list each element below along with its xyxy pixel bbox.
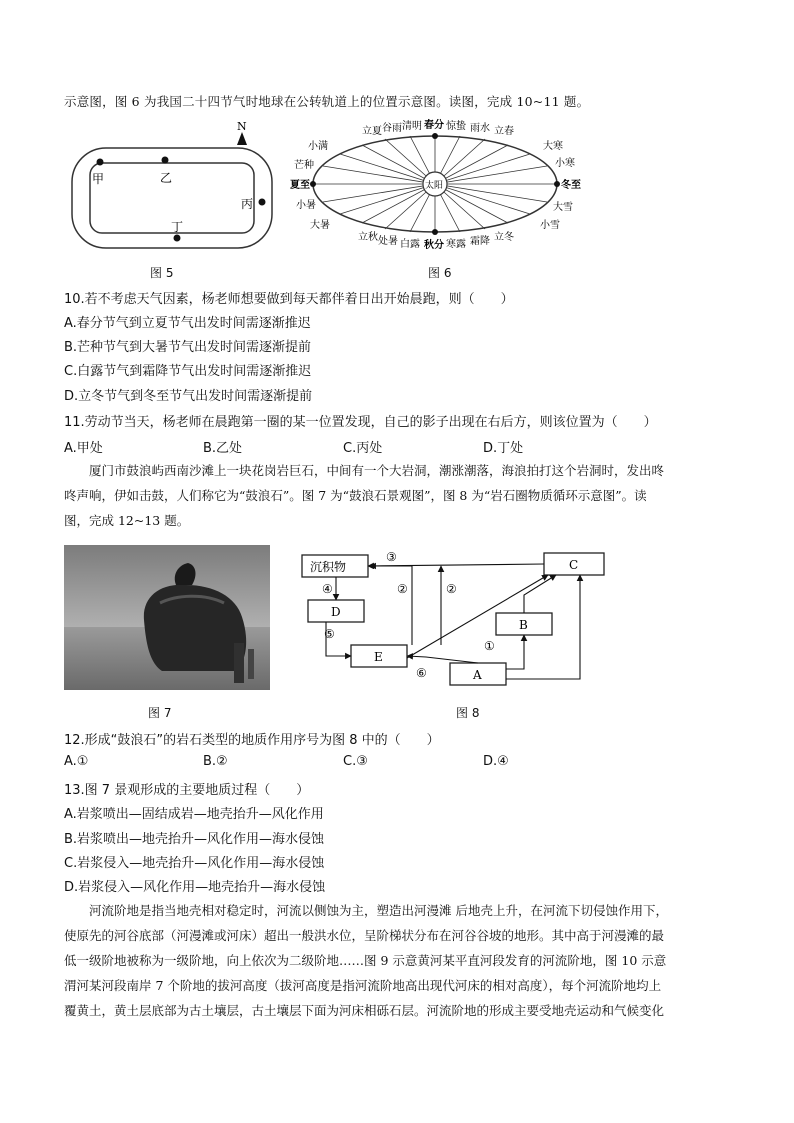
question-10-option-d[interactable]: D.立冬节气到冬至节气出发时间需逐渐提前 — [64, 389, 313, 404]
term-daxue: 大雪 — [553, 202, 573, 213]
arrow-label-2b: ② — [446, 582, 457, 596]
question-12-stem: 12.形成“鼓浪石”的岩石类型的地质作用序号为图 8 中的（ ） — [64, 733, 440, 748]
passage-gulangshi-line-3: 图，完成 12~13 题。 — [64, 513, 190, 528]
question-13-option-d[interactable]: D.岩浆侵入—风化作用—地壳抬升—海水侵蚀 — [64, 880, 326, 895]
term-shuangjiang: 霜降 — [470, 236, 490, 247]
term-bailu: 白露 — [400, 239, 420, 250]
figure-7-photo — [64, 545, 270, 690]
passage-river-terrace-line-5: 覆黄土，黄土层底部为古土壤层，古土壤层下面为河床相砾石层。河流阶地的形成主要受地壳运动和气候变化 — [64, 1003, 665, 1018]
point-ding-marker — [174, 235, 181, 242]
box-b: B — [519, 618, 528, 632]
question-13-option-a[interactable]: A.岩浆喷出—固结成岩—地壳抬升—风化作用 — [64, 807, 324, 822]
term-hanlu: 寒露 — [446, 239, 466, 250]
term-lixia: 立夏 — [362, 126, 382, 137]
question-10-stem: 10.若不考虑天气因素，杨老师想要做到每天都伴着日出开始晨跑，则（ ） — [64, 292, 514, 307]
question-11-option-a[interactable]: A.甲处 — [64, 441, 103, 456]
question-10-option-b[interactable]: B.芒种节气到大暑节气出发时间需逐渐提前 — [64, 340, 312, 355]
term-dashu: 大暑 — [310, 220, 330, 231]
figure-5-caption: 图 5 — [150, 266, 174, 280]
question-11-option-c[interactable]: C.丙处 — [343, 441, 383, 456]
term-lichun: 立春 — [494, 126, 514, 137]
passage-river-terrace-line-3: 低一级阶地被称为一级阶地，向上依次为二级阶地……图 9 示意黄河某平直河段发育的河流阶地，图 10 示意 — [64, 953, 667, 968]
term-qiufen: 秋分 — [424, 240, 444, 251]
passage-gulangshi — [64, 458, 732, 533]
question-11-option-b[interactable]: B.乙处 — [203, 441, 243, 456]
figure-6-caption: 图 6 — [428, 266, 452, 280]
term-xiazhi: 夏至 — [290, 180, 310, 191]
question-13-option-c[interactable]: C.岩浆侵入—地壳抬升—风化作用—海水侵蚀 — [64, 856, 325, 871]
north-label: N — [237, 120, 247, 133]
passage-gulangshi-line-1: 厦门市鼓浪屿西南沙滩上一块花岗岩巨石，中间有一个大岩洞，潮涨潮落，海浪拍打这个岩洞时，发出咚 — [89, 463, 665, 478]
term-liqiu: 立秋 — [358, 232, 378, 243]
figure-8-caption: 图 8 — [456, 706, 480, 720]
box-d: D — [331, 605, 341, 619]
point-yi-label: 乙 — [160, 171, 173, 185]
figure-8-rock-cycle — [296, 545, 608, 690]
point-bing-label: 丙 — [241, 197, 254, 211]
arrow-label-1: ① — [484, 639, 495, 653]
passage-river-terrace-line-1: 河流阶地是指当地壳相对稳定时，河流以侧蚀为主，塑造出河漫滩 后地壳上升，在河流下切侵蚀作用下， — [89, 903, 668, 918]
term-xiaoman: 小满 — [308, 141, 328, 152]
passage-river-terrace-line-4: 渭河某河段南岸 7 个阶地的拔河高度（拔河高度是指河流阶地高出现代河床的相对高度），每个河流阶地均上 — [64, 978, 662, 993]
question-10-option-a[interactable]: A.春分节气到立夏节气出发时间需逐渐推迟 — [64, 316, 311, 331]
term-dahan: 大寒 — [543, 141, 563, 152]
term-chushu: 处暑 — [378, 236, 398, 247]
figure-7-caption: 图 7 — [148, 706, 172, 720]
intro-line: 示意图，图 6 为我国二十四节气时地球在公转轨道上的位置示意图。读图，完成 10~11 题。 — [64, 94, 590, 109]
arrow-label-5: ⑤ — [324, 627, 335, 641]
box-e: E — [374, 650, 383, 664]
point-jia-marker — [97, 159, 104, 166]
term-chunfen: 春分 — [424, 120, 444, 131]
question-12-option-b[interactable]: B.② — [203, 754, 228, 769]
term-xiaoxue: 小雪 — [540, 220, 560, 231]
passage-river-terrace-line-2: 使原先的河谷底部（河漫滩或河床）超出一般洪水位，呈阶梯状分布在河谷谷坡的地形。其中高于河漫滩的最 — [64, 928, 665, 943]
point-jia-label: 甲 — [92, 172, 105, 186]
term-qingming: 清明 — [402, 121, 422, 132]
question-13-option-b[interactable]: B.岩浆喷出—地壳抬升—风化作用—海水侵蚀 — [64, 832, 325, 847]
point-bing-marker — [259, 199, 266, 206]
passage-gulangshi-line-2: 咚声响，伊如击鼓，人们称它为“鼓浪石”。图 7 为“鼓浪石景观图”，图 8 为“岩石圈物质循环示意图”。读 — [64, 488, 647, 503]
question-11-option-d[interactable]: D.丁处 — [483, 441, 524, 456]
question-12-option-a[interactable]: A.① — [64, 754, 89, 769]
question-12-option-d[interactable]: D.④ — [483, 754, 509, 769]
arrow-label-2a: ② — [397, 582, 408, 596]
arrow-label-3: ③ — [386, 550, 397, 564]
question-11-stem: 11.劳动节当天，杨老师在晨跑第一圈的某一位置发现，自己的影子出现在右后方，则该位置为（ ） — [64, 415, 657, 430]
arrow-label-4: ④ — [322, 582, 333, 596]
point-ding-label: 丁 — [171, 220, 184, 234]
term-guyu: 谷雨 — [382, 123, 402, 134]
north-arrow-icon — [237, 132, 247, 145]
figure-5-track — [64, 118, 284, 258]
question-12-option-c[interactable]: C.③ — [343, 754, 368, 769]
sun-label: 太阳 — [425, 181, 444, 191]
term-dongzhi: 冬至 — [561, 180, 581, 191]
box-a: A — [473, 668, 482, 682]
arrow-label-6: ⑥ — [416, 666, 427, 680]
term-xiaoshu: 小暑 — [296, 200, 316, 211]
term-lidong: 立冬 — [494, 232, 514, 243]
passage-river-terrace — [64, 898, 732, 1023]
point-yi-marker — [162, 157, 169, 164]
box-c: C — [569, 558, 579, 572]
term-xiaohan: 小寒 — [555, 158, 575, 169]
figure-6-orbit — [290, 116, 590, 256]
question-10-option-c[interactable]: C.白露节气到霜降节气出发时间需逐渐推迟 — [64, 364, 312, 379]
term-mangzhong: 芒种 — [294, 160, 314, 171]
term-yushui: 雨水 — [470, 123, 490, 134]
box-sediment: 沉积物 — [310, 560, 347, 574]
term-jingzhe: 惊蛰 — [446, 121, 466, 132]
question-13-stem: 13.图 7 景观形成的主要地质过程（ ） — [64, 783, 310, 798]
